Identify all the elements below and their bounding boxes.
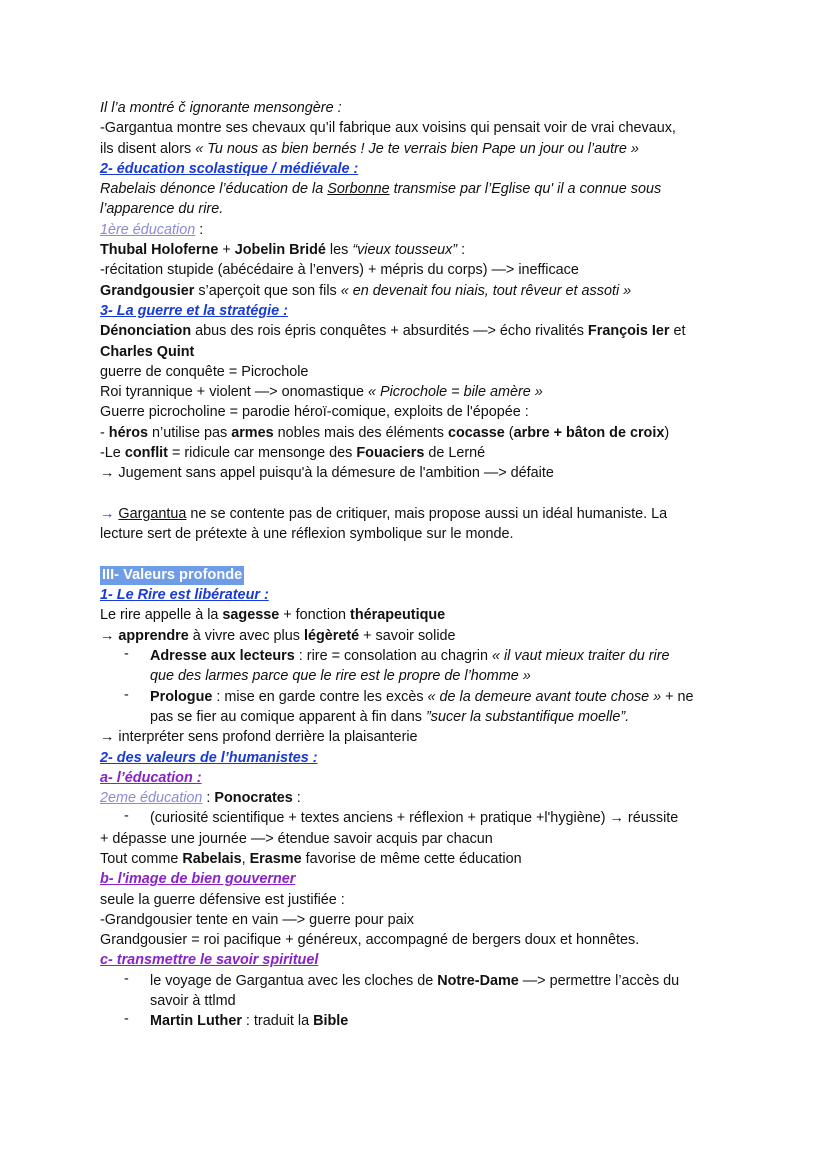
subheading-war-strategy: 3- La guerre et la stratégie : [100, 302, 288, 319]
bullet-item: - Martin Luther : traduit la Bible [124, 1011, 349, 1030]
text-line: Charles Quint [100, 343, 195, 360]
text-line: -Grandgousier tente en vain —> guerre pour paix [100, 911, 414, 928]
bullet-item: - le voyage de Gargantua avec les cloches de Notre-Dame —> permettre l’accès du savoir à ttlmd [124, 970, 680, 1010]
text-line: guerre de conquête = Picrochole [100, 363, 309, 380]
subheading-education: a- l’éducation : [100, 769, 202, 786]
document-body [100, 98, 740, 1032]
highlighted-heading: III- Valeurs profonde [102, 566, 243, 583]
text-line: → apprendre à vivre avec plus légèreté + savoir solide [100, 627, 456, 644]
blank-line [100, 484, 740, 504]
text-line: lecture sert de prétexte à une réflexion symbolique sur le monde. [100, 526, 514, 543]
bullet-dash: - [124, 1011, 129, 1028]
bullet-item: - Adresse aux lecteurs : rire = consolation au chagrin « il vaut mieux traiter du rire que des larmes parce que le rire est le propre de l’homme » [124, 646, 670, 685]
bullet-dash: - [124, 646, 129, 663]
subheading-humanist-values: 2- des valeurs de l’humanistes : [100, 749, 318, 766]
blank-line [100, 545, 740, 565]
text-line: Roi tyrannique + violent —> onomastique « Picrochole = bile amère » [100, 384, 543, 401]
text-line: Le rire appelle à la sagesse + fonction thérapeutique [100, 607, 446, 624]
text-line: + dépasse une journée —> étendue savoir acquis par chacun [100, 830, 493, 847]
text-line: -Le conflit = ridicule car mensonge des Fouaciers de Lerné [100, 445, 486, 462]
text-line: seule la guerre défensive est justifiée : [100, 891, 345, 908]
text-line: -récitation stupide (abécédaire à l’envers) + mépris du corps) —> inefficace [100, 262, 579, 279]
text-line: Il l’a montré č ignorante mensongère : [100, 100, 342, 116]
text-line: Dénonciation abus des rois épris conquêtes + absurdités —> écho rivalités François Ier et [100, 323, 686, 340]
text-line: Thubal Holoferne + Jobelin Bridé les “vieux tousseux” : [100, 242, 466, 259]
text-line: Tout comme Rabelais, Erasme favorise de même cette éducation [100, 850, 522, 867]
bullet-dash: - [124, 808, 129, 825]
text-line: Rabelais dénonce l’éducation de la Sorbonne transmise par l’Eglise qu' il a connue sous [100, 181, 662, 198]
bullet-item: - (curiosité scientifique + textes anciens + réflexion + pratique +l'hygiène) → réussite [124, 808, 679, 827]
subheading-laughter: 1- Le Rire est libérateur : [100, 587, 269, 604]
text-line: - héros n’utilise pas armes nobles mais des éléments cocasse (arbre + bâton de croix) [100, 424, 670, 441]
section-heading-valeurs [100, 565, 740, 585]
subheading-spiritual-knowledge: c- transmettre le savoir spirituel [100, 952, 319, 969]
bullet-dash: - [124, 686, 129, 703]
text-line: 2eme éducation : Ponocrates : [100, 790, 301, 807]
text-line: → Gargantua ne se contente pas de critiquer, mais propose aussi un idéal humaniste. La [100, 505, 668, 522]
bullet-item: - Prologue : mise en garde contre les excès « de la demeure avant toute chose » + ne pas se fier au comique apparent à fin dans ”sucer la substantifique moelle”. [124, 686, 694, 725]
text-line: -Gargantua montre ses chevaux qu’il fabrique aux voisins qui pensait voir de vrai chevaux, [100, 120, 676, 137]
text-line: ils disent alors « Tu nous as bien bernés ! Je te verrais bien Pape un jour ou l’autre » [100, 140, 639, 157]
text-line: → Jugement sans appel puisqu'à la démesure de l'ambition —> défaite [100, 465, 554, 482]
text-line: Grandgousier = roi pacifique + généreux, accompagné de bergers doux et honnêtes. [100, 932, 640, 949]
text-line: Guerre picrocholine = parodie héroï-comique, exploits de l'épopée : [100, 404, 529, 421]
subheading-scholastic-education: 2- éducation scolastique / médiévale : [100, 160, 359, 177]
subheading-first-education: 1ère éducation : [100, 221, 204, 238]
bullet-dash: - [124, 970, 129, 987]
text-line: → interpréter sens profond derrière la plaisanterie [100, 729, 418, 746]
subheading-governing: b- l'image de bien gouverner [100, 871, 296, 888]
text-line: l’apparence du rire. [100, 201, 224, 218]
text-line: Grandgousier s’aperçoit que son fils « en devenait fou niais, tout rêveur et assoti » [100, 282, 632, 299]
